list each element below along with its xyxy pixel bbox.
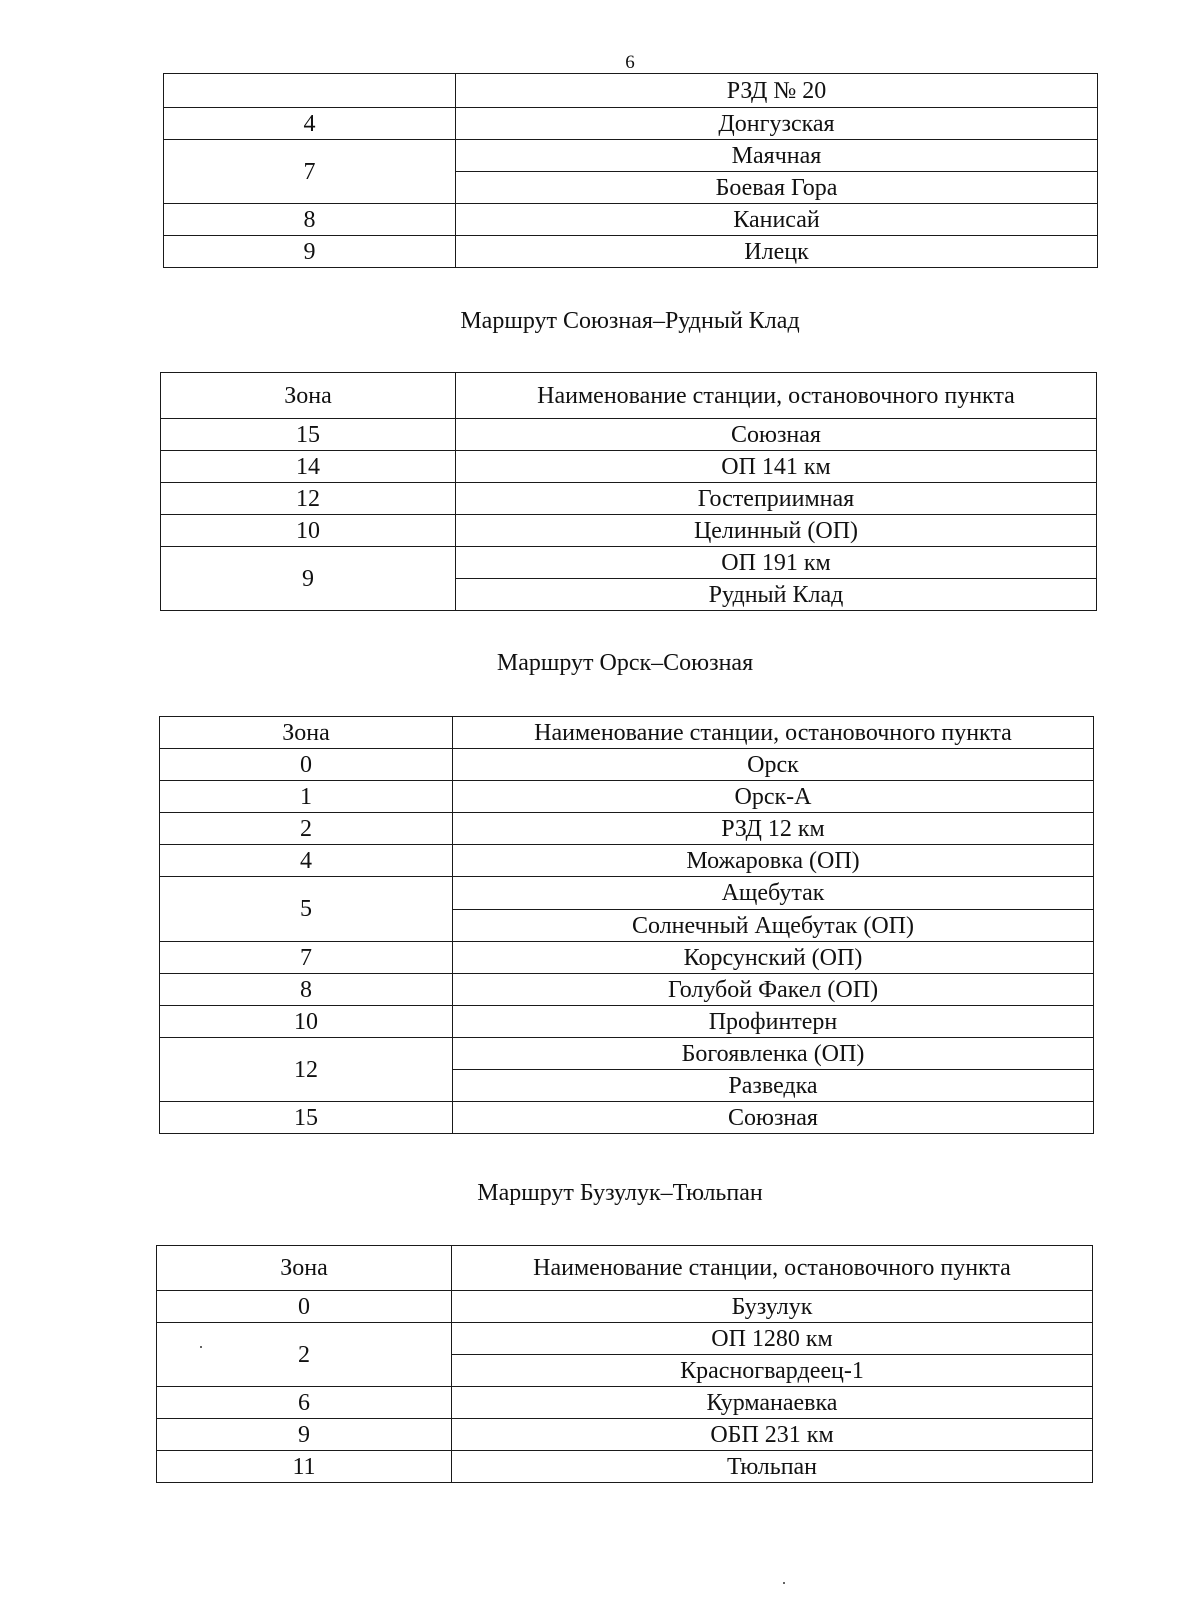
zone-cell: 6	[157, 1387, 452, 1419]
station-cell: Союзная	[456, 419, 1097, 451]
table-row	[161, 547, 1097, 579]
table-row	[160, 1006, 1094, 1038]
table-row	[160, 1038, 1094, 1070]
table-row	[157, 1387, 1093, 1419]
zone-cell: 5	[160, 877, 453, 942]
zone-cell: 2	[160, 813, 453, 845]
table-header-row	[160, 717, 1094, 749]
station-column-header: Наименование станции, остановочного пункта	[453, 717, 1094, 749]
zone-cell: 9	[161, 547, 456, 611]
route-table	[160, 372, 1097, 611]
table-row	[164, 74, 1098, 108]
scan-speck	[200, 1346, 202, 1348]
table-row	[164, 108, 1098, 140]
station-cell: Красногвардеец-1	[452, 1355, 1093, 1387]
station-cell: РЗД № 20	[456, 74, 1098, 108]
zone-cell: 8	[160, 974, 453, 1006]
zone-cell: 10	[161, 515, 456, 547]
station-cell: Илецк	[456, 236, 1098, 268]
zone-column-header: Зона	[160, 717, 453, 749]
station-cell: ОП 191 км	[456, 547, 1097, 579]
station-cell: Маячная	[456, 140, 1098, 172]
zone-cell: 15	[160, 1102, 453, 1134]
zone-cell: 12	[161, 483, 456, 515]
station-cell: ОП 141 км	[456, 451, 1097, 483]
zone-cell: 10	[160, 1006, 453, 1038]
station-cell: Гостеприимная	[456, 483, 1097, 515]
table-row	[160, 781, 1094, 813]
zone-cell	[164, 74, 456, 108]
table-row	[160, 845, 1094, 877]
zone-cell: 12	[160, 1038, 453, 1102]
zone-cell: 15	[161, 419, 456, 451]
route-title: Маршрут Союзная–Рудный Клад	[460, 308, 800, 334]
station-cell: Корсунский (ОП)	[453, 942, 1094, 974]
station-cell: Целинный (ОП)	[456, 515, 1097, 547]
station-cell: Рудный Клад	[456, 579, 1097, 611]
page-number: 6	[625, 52, 635, 73]
station-cell: Курманаевка	[452, 1387, 1093, 1419]
table-row	[161, 451, 1097, 483]
table-row	[161, 483, 1097, 515]
table-row	[160, 974, 1094, 1006]
station-column-header: Наименование станции, остановочного пункта	[452, 1246, 1093, 1291]
station-cell: Орск	[453, 749, 1094, 781]
route-table	[159, 716, 1094, 1134]
table-row	[161, 515, 1097, 547]
zone-cell: 8	[164, 204, 456, 236]
zone-cell: 0	[160, 749, 453, 781]
zone-cell: 2	[157, 1323, 452, 1387]
station-cell: Бузулук	[452, 1291, 1093, 1323]
route-table	[156, 1245, 1093, 1483]
table-row	[160, 749, 1094, 781]
station-cell: РЗД 12 км	[453, 813, 1094, 845]
zone-cell: 7	[160, 942, 453, 974]
station-cell: Орск-А	[453, 781, 1094, 813]
station-cell: ОП 1280 км	[452, 1323, 1093, 1355]
continuation-table	[163, 73, 1098, 268]
station-cell: Тюльпан	[452, 1451, 1093, 1483]
station-cell: Солнечный Ащебутак (ОП)	[453, 910, 1094, 942]
table-row	[157, 1451, 1093, 1483]
station-cell: Голубой Факел (ОП)	[453, 974, 1094, 1006]
station-cell: Ащебутак	[453, 877, 1094, 910]
route-title: Маршрут Орск–Союзная	[496, 650, 754, 676]
table-row	[161, 419, 1097, 451]
station-cell: Профинтерн	[453, 1006, 1094, 1038]
table-row	[160, 1102, 1094, 1134]
station-cell: Боевая Гора	[456, 172, 1098, 204]
table-row	[164, 236, 1098, 268]
table-row	[160, 813, 1094, 845]
zone-cell: 1	[160, 781, 453, 813]
table-row	[164, 204, 1098, 236]
zone-cell: 11	[157, 1451, 452, 1483]
table-row	[157, 1291, 1093, 1323]
zone-cell: 14	[161, 451, 456, 483]
station-cell: Канисай	[456, 204, 1098, 236]
table-row	[160, 942, 1094, 974]
route-title: Маршрут Бузулук–Тюльпан	[477, 1180, 763, 1206]
zone-cell: 4	[160, 845, 453, 877]
table-row	[164, 140, 1098, 172]
zone-cell: 4	[164, 108, 456, 140]
zone-column-header: Зона	[157, 1246, 452, 1291]
zone-cell: 9	[164, 236, 456, 268]
table-row	[157, 1419, 1093, 1451]
table-row	[157, 1323, 1093, 1355]
station-cell: ОБП 231 км	[452, 1419, 1093, 1451]
table-row	[160, 877, 1094, 910]
station-cell: Союзная	[453, 1102, 1094, 1134]
station-cell: Можаровка (ОП)	[453, 845, 1094, 877]
station-cell: Богоявленка (ОП)	[453, 1038, 1094, 1070]
station-column-header: Наименование станции, остановочного пункта	[456, 373, 1097, 419]
zone-column-header: Зона	[161, 373, 456, 419]
scan-speck	[783, 1582, 785, 1584]
table-header-row	[161, 373, 1097, 419]
zone-cell: 0	[157, 1291, 452, 1323]
table-header-row	[157, 1246, 1093, 1291]
zone-cell: 7	[164, 140, 456, 204]
zone-cell: 9	[157, 1419, 452, 1451]
station-cell: Разведка	[453, 1070, 1094, 1102]
station-cell: Донгузская	[456, 108, 1098, 140]
